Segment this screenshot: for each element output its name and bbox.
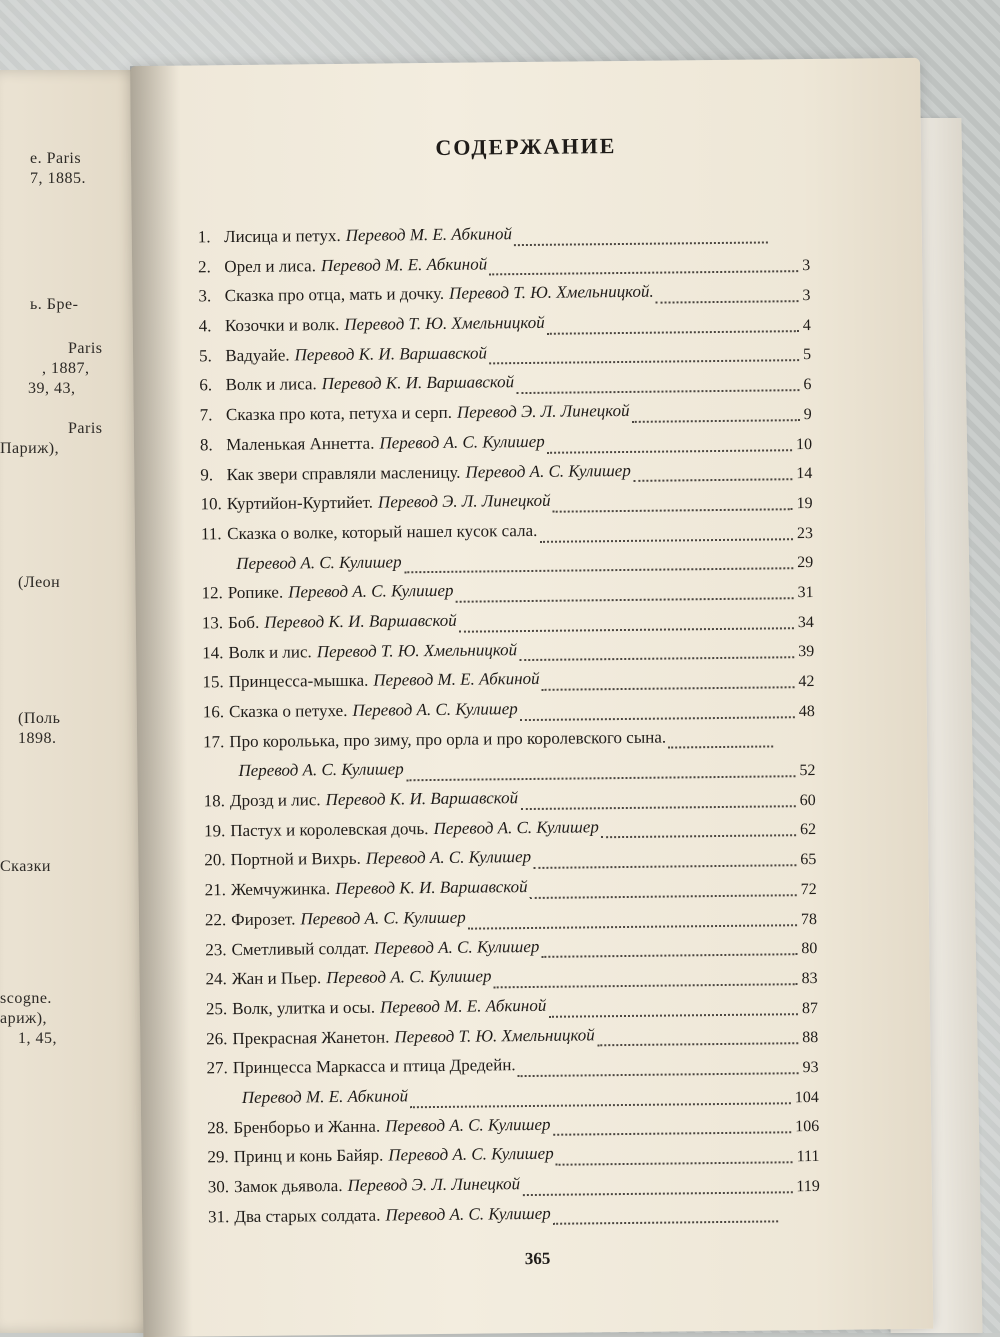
toc-entry-page: 106 [795,1118,820,1136]
toc-entry-translator: Перевод Э. Л. Линецкой [347,1174,521,1195]
toc-entry-number: 27. [206,1058,228,1078]
toc-entry-number: 29. [207,1147,229,1167]
toc-entry-page: 29 [797,554,814,572]
toc-entry-translator: Перевод М. Е. Абкиной [345,224,513,245]
toc-entry-page: 111 [796,1147,820,1166]
toc-entry-page: 3 [802,257,811,275]
toc-entry-title: Прекрасная Жанетон. [232,1027,390,1048]
toc-entry-number: 11. [200,524,222,544]
toc-leader-dots [668,744,773,749]
toc-entry-title: Козочки и волк. [224,315,340,336]
toc-entry-number: 24. [205,969,227,989]
left-page-line: ь. Бре- [30,296,79,313]
toc-leader-dots [519,655,794,662]
toc-entry-number: 12. [201,583,223,603]
toc-entry-title: Портной и Вихрь. [230,849,361,870]
toc-entry-title: Вадуайе. [225,345,290,365]
toc-entry-title: Сказка про отца, мать и дочку. [224,284,445,306]
toc-entry-title: Сказка о волке, который нашел кусок сала. [227,520,538,544]
toc-entry-page: 93 [802,1058,819,1077]
toc-entry-title: Пастух и королевская дочь. [230,818,429,840]
toc-entry-page: 42 [798,673,815,691]
toc-entry-translator: Перевод Э. Л. Линецкой [456,401,630,422]
toc-entry-page: 14 [796,465,813,483]
toc-leader-dots [533,862,796,869]
toc-entry-page: 62 [799,821,817,839]
toc-entry-title: Куртийон-Куртийет. [226,492,374,514]
toc-entry-translator: Перевод К. И. Варшавской [264,610,457,632]
toc-leader-dots [520,803,796,810]
toc-entry-page: 87 [801,999,819,1017]
toc-entry-number: 23. [205,939,227,959]
toc-leader-dots [489,358,799,365]
toc-leader-dots [556,1159,793,1165]
toc-leader-dots [540,536,793,543]
toc-leader-dots [553,1130,792,1136]
toc-entry-page: 34 [797,613,814,631]
toc-leader-dots [520,714,795,721]
toc-entry-translator: Перевод Э. Л. Линецкой [377,490,551,512]
left-page-line: Сказки [0,858,51,875]
table-of-contents [198,219,819,1235]
toc-entry-translator: Перевод А. С. Кулишер [373,936,540,958]
toc-entry-translator: Перевод А. С. Кулишер [385,1203,551,1225]
toc-entry-translator: Перевод А. С. Кулишер [326,966,492,988]
toc-leader-dots [553,1219,778,1225]
toc-entry-translator: Перевод А. С. Кулишер [385,1114,551,1136]
toc-entry-number: 6. [199,375,213,395]
toc-entry-title: Боб. [228,612,260,633]
toc-leader-dots [522,1189,792,1196]
toc-entry-page: 31 [797,583,814,602]
toc-entry-translator: Перевод А. С. Кулишер [433,817,599,838]
toc-entry-translator: Перевод А. С. Кулишер [236,551,402,573]
toc-leader-dots [410,1100,791,1108]
toc-entry-translator: Перевод А. С. Кулишер [288,581,454,602]
toc-leader-dots [530,892,797,899]
page-number: 365 [524,1248,551,1269]
toc-entry-number: 22. [204,909,227,930]
toc-entry-number: 19. [203,820,226,841]
toc-entry-page: 48 [798,702,815,720]
left-page-line: 1, 45, [18,1030,57,1047]
toc-leader-dots [542,951,798,958]
toc-entry-page: 39 [798,643,815,661]
toc-entry-translator: Перевод М. Е. Абкиной [373,669,540,690]
left-page-line: ариж), [0,1010,48,1027]
toc-leader-dots [518,1070,799,1077]
toc-entry-title: Волк и лиса. [225,374,317,395]
toc-leader-dots [468,922,797,929]
toc-entry-number: 10. [200,494,222,514]
left-page-line: (Поль [18,710,61,727]
toc-entry-title: Сказка про кота, петуха и серп. [225,402,453,425]
toc-entry-page: 6 [803,376,812,394]
toc-entry-translator: Перевод М. Е. Абкиной [320,254,488,275]
toc-entry-number: 1. [197,227,211,247]
toc-entry-translator: Перевод Т. Ю. Хмельницкой. [449,282,654,304]
toc-entry-title: Замок дьявола. [233,1175,343,1197]
toc-entry-translator: Перевод А. С. Кулишер [238,759,404,781]
toc-leader-dots [547,328,799,335]
toc-entry [208,1199,818,1235]
toc-entry-title: Лисица и петух. [223,225,341,247]
toc-entry-number: 21. [204,880,227,900]
toc-leader-dots [597,1040,798,1046]
toc-leader-dots [489,269,798,276]
toc-entry-number: 20. [204,850,226,870]
toc-entry-title: Два старых солдата. [234,1205,381,1226]
toc-entry-number: 8. [199,435,213,455]
toc-entry-number: 4. [198,316,212,336]
toc-leader-dots [601,833,796,839]
left-page-line: , 1887, [42,360,90,377]
toc-entry-translator: Перевод К. И. Варшавской [335,877,528,899]
toc-entry-translator: Перевод А. С. Кулишер [300,907,466,929]
toc-entry-title: Жан и Пьер. [231,968,322,989]
toc-entry-title: Принцесса-мышка. [228,670,369,692]
toc-entry-page: 19 [796,494,813,513]
toc-entry-translator: Перевод А. С. Кулишер [352,699,518,720]
toc-entry-number: 26. [206,1028,228,1048]
left-page-line: Paris [68,420,103,437]
toc-entry-number: 9. [200,464,214,484]
left-page-line: Париж), [0,440,60,457]
toc-entry-number: 30. [207,1177,230,1197]
toc-entry-translator: Перевод Т. Ю. Хмельницкой [394,1024,595,1046]
toc-entry-title: Маленькая Аннетта. [226,433,375,454]
toc-entry-number: 2. [198,256,211,277]
toc-entry-title: Сказка о петухе. [228,700,348,722]
toc-entry-page: 104 [794,1088,819,1106]
toc-entry-page: 3 [802,287,811,305]
toc-entry-translator: Перевод К. И. Варшавской [294,343,488,365]
contents-page [130,58,933,1337]
toc-entry-page: 83 [801,969,818,988]
toc-entry-translator: Перевод М. Е. Абкиной [241,1086,409,1107]
toc-entry-number: 5. [198,346,212,366]
toc-entry-page: 9 [803,405,812,423]
toc-entry-page: 4 [802,316,811,334]
toc-entry-page: 72 [800,880,817,898]
toc-entry-number: 3. [198,286,212,306]
toc-leader-dots [404,565,794,573]
left-page-line: 7, 1885. [30,170,86,187]
toc-leader-dots [456,595,794,603]
toc-entry-number: 14. [202,642,224,663]
toc-entry-translator: Перевод А. С. Кулишер [388,1144,554,1165]
toc-entry-number: 28. [207,1117,229,1138]
toc-leader-dots [542,684,795,691]
toc-leader-dots [633,476,792,482]
toc-entry-translator: Перевод А. С. Кулишер [465,460,631,482]
toc-entry-title: Орел и лиса. [224,255,317,276]
toc-entry-translator: Перевод К. И. Варшавской [321,372,515,394]
toc-leader-dots [656,298,799,303]
toc-entry-page: 10 [795,435,813,453]
toc-entry-title: Бренборьо и Жанна. [233,1116,381,1137]
toc-entry-number: 31. [207,1206,230,1227]
toc-entry-translator: Перевод Т. Ю. Хмельницкой [344,312,545,334]
toc-entry-page: 60 [799,791,816,809]
left-page-line: 39, 43, [28,380,76,397]
left-page-line: Paris [68,340,103,357]
toc-entry-number: 15. [202,672,224,692]
toc-entry-title: Жемчужинка. [230,879,331,900]
toc-entry-translator: Перевод А. С. Кулишер [365,847,532,869]
toc-entry-title: Ропике. [227,582,284,603]
left-page-line: e. Paris [30,150,82,167]
toc-entry-translator: Перевод М. Е. Абкиной [379,995,547,1017]
toc-entry-page: 119 [796,1177,820,1195]
toc-entry-page: 5 [802,346,812,364]
toc-entry-page: 23 [796,524,814,542]
toc-leader-dots [549,1011,798,1018]
page-title: СОДЕРЖАНИЕ [435,133,617,160]
toc-entry-page: 78 [800,910,818,928]
toc-leader-dots [494,981,798,988]
toc-leader-dots [459,625,794,633]
toc-leader-dots [553,506,793,513]
toc-leader-dots [516,387,799,394]
toc-entry-number: 7. [199,405,213,425]
toc-entry-title: Как звери справляли масленицу. [226,462,461,484]
toc-entry-page: 52 [799,762,816,780]
toc-entry-translator: Перевод Т. Ю. Хмельницкой [316,639,518,661]
toc-leader-dots [547,447,792,454]
toc-leader-dots [406,773,796,781]
toc-entry-page: 65 [800,851,817,869]
toc-entry-number: 18. [203,791,226,811]
toc-entry-number: 13. [201,613,224,633]
toc-entry-title: Принц и конь Байяр. [233,1145,384,1167]
left-page-line: scogne. [0,990,52,1007]
toc-entry-title: Сметливый солдат. [231,938,370,959]
toc-entry-title: Волк, улитка и осы. [232,997,376,1018]
toc-leader-dots [514,239,768,246]
toc-entry-page: 88 [802,1029,819,1047]
toc-entry-title: Про корольька, про зиму, про орла и про королевского сына. [229,727,667,751]
toc-entry-number: 25. [205,999,228,1019]
left-page-line: 1898. [18,730,57,747]
toc-entry-title: Принцесса Маркасса и птица Дредейн. [232,1055,516,1078]
toc-entry-translator: Перевод К. И. Варшавской [325,788,519,810]
toc-entry-title: Дрозд и лис. [229,790,321,811]
left-page-line: (Леон [18,574,61,591]
toc-leader-dots [632,417,800,423]
toc-entry-number: 16. [202,702,225,722]
toc-entry-page: 80 [801,940,818,958]
toc-entry-number: 17. [202,731,225,752]
toc-entry-title: Волк и лис. [228,641,312,662]
toc-entry-translator: Перевод А. С. Кулишер [379,431,545,453]
toc-entry-title: Фирозет. [231,909,296,929]
